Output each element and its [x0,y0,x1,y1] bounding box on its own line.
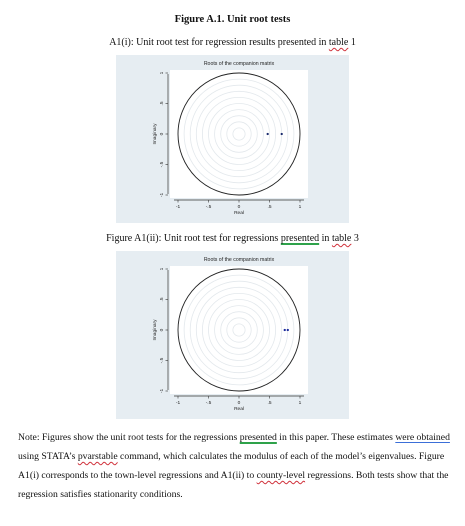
x-axis-label: Real [234,407,244,412]
x-tick-label: -.5 [205,205,212,210]
chart-title: Roots of the companion matrix [203,257,275,263]
x-tick-label: 0 [237,205,241,210]
note-word-were-obtained: were obtained [395,432,450,443]
roots-chart-svg [116,251,349,419]
y-axis-label: Imaginary [153,123,158,145]
figure-note [18,428,454,504]
y-tick-label: -1 [160,388,165,394]
x-tick-label: 0 [237,401,241,406]
caption-a1i-table-word: table [328,37,349,48]
caption-figure-a1ii [0,233,465,244]
note-text-2: in this paper. These estimates [276,432,396,443]
y-tick-label: 1 [160,71,165,75]
x-axis-label: Real [234,211,244,216]
x-tick-label: -1 [175,205,181,210]
note-text-5: regressions. Both tests show that the regression satisfies stationarity conditions. [18,470,449,500]
caption-figure-a1i [0,37,465,48]
x-tick-label: -1 [175,401,181,406]
unit-root-plot-a1ii [116,251,349,419]
y-tick-label: -.5 [160,357,165,364]
note-word-pvarstable: pvarstable [77,451,118,462]
plot-area [170,70,308,198]
x-tick-label: .5 [267,401,272,406]
figure-title: Figure A.1. Unit root tests [174,14,291,25]
roots-chart-svg [116,55,349,223]
x-tick-label: -.5 [205,401,212,406]
caption-a1i-prefix: A1(i): Unit root test for regression results presented in [109,37,329,48]
y-tick-label: 1 [160,267,165,271]
x-tick-label: 1 [298,401,302,406]
caption-a1i-suffix: 1 [348,37,356,48]
note-text-4: command, which calculates the modulus of each of the model’s eigenvalues. Figure A1(i) corresponds to the town-level regressions and A1(ii) to [18,451,445,481]
eigenvalue-point [281,133,283,135]
unit-root-plot-a1i [116,55,349,223]
x-tick-label: .5 [267,205,272,210]
note-text-1: Note: Figures show the unit root tests for the regressions [18,432,240,443]
y-tick-label: -.5 [160,161,165,168]
eigenvalue-point [284,329,286,331]
x-tick-label: 1 [298,205,302,210]
y-axis-label: Imaginary [153,319,158,341]
y-tick-label: -1 [160,192,165,198]
eigenvalue-point [267,133,269,135]
caption-a1ii-table-word: table [331,233,352,244]
y-tick-label: .5 [160,101,165,106]
y-tick-label: .5 [160,297,165,302]
note-text-3: using STATA’s [18,451,78,462]
chart-title: Roots of the companion matrix [203,61,275,67]
caption-a1ii-presented-word: presented [280,233,320,244]
note-word-county-level: county-level [256,470,306,481]
eigenvalue-point [287,329,289,331]
caption-a1ii-mid: in [319,233,332,244]
note-paragraph [18,428,454,504]
caption-a1ii-suffix: 3 [351,233,359,244]
note-word-presented: presented [239,432,277,443]
y-tick-label: 0 [160,132,165,136]
caption-a1ii-prefix: Figure A1(ii): Unit root test for regressions [106,233,281,244]
y-tick-label: 0 [160,328,165,332]
